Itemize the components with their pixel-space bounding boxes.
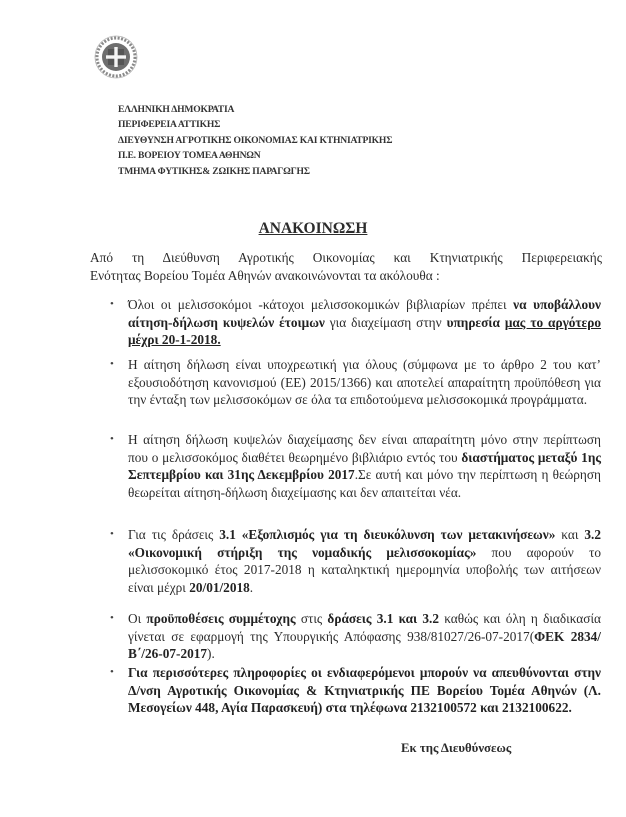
- list-item: [110, 356, 601, 409]
- item-bold-text: 3.1 «Εξοπλισμός για τη διευκόλυνση των μετακινήσεων»: [219, 527, 556, 542]
- header-line-region: ΠΕΡΙΦΕΡΕΙΑ ΑΤΤΙΚΗΣ: [118, 119, 221, 131]
- header-line-country: ΕΛΛΗΝΙΚΗ ΔΗΜΟΚΡΑΤΙΑ: [118, 104, 235, 115]
- contact-info-text: Για περισσότερες πληροφορίες οι ενδιαφερόμενοι μπορούν να απευθύνονται στην Δ/νση Αγροτικής Οικονομίας & Κτηνιατρικής ΠΕ Βορείου Τομέα Αθηνών (Λ. Μεσογείων 448, Αγία Παρασκευή) στα τηλέφωνα 2132100572 και 2132100622.: [128, 665, 601, 716]
- list-item: [110, 431, 602, 501]
- header-line-department: ΤΜΗΜΑ ΦΥΤΙΚΗΣ& ΖΩΙΚΗΣ ΠΑΡΑΓΩΓΗΣ: [118, 165, 310, 177]
- letterhead: [118, 102, 392, 179]
- list-item: [110, 664, 601, 717]
- header-line-directorate: ΔΙΕΥΘΥΝΣΗ ΑΓΡΟΤΙΚΗΣ ΟΙΚΟΝΟΜΙΑΣ ΚΑΙ ΚΤΗΝΙΑΤΡΙΚΗΣ: [118, 134, 393, 146]
- greek-emblem-icon: [94, 35, 138, 79]
- item-bold-text: 20/01/2018: [189, 579, 250, 595]
- item-bold-text: να υποβάλλουν αίτηση-δήλωση κυψελών έτοιμων: [128, 297, 601, 330]
- item-text: που αφορούν το μελισσοκομικό έτος 2017-2018 η καταληκτική ημερομηνία υποβολής των αιτήσεων είναι μέχρι: [128, 544, 601, 595]
- item-bold-text: διαστήματος μεταξύ 1ης Σεπτεμβρίου και 31ης Δεκεμβρίου 2017: [128, 449, 601, 483]
- bullet-icon: •: [110, 528, 114, 540]
- document-title: ΑΝΑΚΟΙΝΩΣΗ: [258, 220, 368, 237]
- intro-paragraph: [90, 249, 602, 285]
- list-item: [110, 526, 601, 596]
- item-bold-text: δράσεις 3.1 και 3.2: [327, 611, 439, 626]
- item-text: Όλοι οι μελισσοκόμοι -κάτοχοι μελισσοκομικών βιβλιαρίων πρέπει: [128, 297, 514, 312]
- list-item: [110, 296, 602, 349]
- item-bold-text: ΦΕΚ 2834/Β΄/26-07-2017: [128, 628, 601, 662]
- item-text: στις: [295, 611, 328, 626]
- item-text: και: [555, 527, 585, 542]
- bullet-icon: •: [110, 433, 114, 445]
- signature-line: Εκ της Διευθύνσεως: [401, 741, 512, 755]
- item-bold-text: υπηρεσία: [446, 314, 505, 330]
- list-item: [110, 610, 601, 663]
- bullet-icon: •: [110, 298, 114, 310]
- item-bold-text: 3.2 «Οικονομική στήριξη της νομαδικής μελισσοκομίας»: [128, 527, 601, 560]
- item-text: για διαχείμαση στην: [324, 314, 447, 330]
- item-text: .Σε αυτή και μόνο την περίπτωση η θεώρηση θεωρείται αίτηση-δήλωση διαχείμασης και δεν απαιτείται νέα.: [128, 467, 602, 500]
- item-text: Η αίτηση δήλωση κυψελών διαχείμασης δεν είναι απαραίτητη μόνο στην περίπτωση που ο μελισσοκόμος διαθέτει θεωρημένο βιβλιάριο εντός του: [128, 432, 601, 465]
- item-text: Οι: [128, 611, 147, 626]
- intro-line-1: Από τη Διεύθυνση Αγροτικής Οικονομίας και Κτηνιατρικής Περιφερειακής: [90, 250, 602, 265]
- bullet-icon: •: [110, 612, 114, 624]
- item-text: .: [249, 579, 254, 595]
- item-text: Για τις δράσεις: [128, 527, 220, 542]
- item-text: καθώς και όλη η διαδικασία γίνεται σε εφαρμογή της Υπουργικής Απόφασης 938/81027/26-07-2017(: [128, 611, 601, 644]
- item-text: Η αίτηση δήλωση είναι υποχρεωτική για όλους (σύμφωνα με το άρθρο 2 του κατ’ εξουσιοδότηση κανονισμού (ΕΕ) 2015/1366) και αποτελεί απαραίτητη προϋπόθεση για την ένταξη των μελισσοκόμων σε όλα τα επιδοτούμενα μελισσοκομικά προγράμματα.: [128, 357, 601, 408]
- bullet-icon: •: [110, 666, 114, 678]
- bullet-icon: •: [110, 358, 114, 370]
- item-bold-text: προϋποθέσεις συμμέτοχης: [146, 611, 296, 626]
- intro-line-2: Ενότητας Βορείου Τομέα Αθηνών ανακοινώνονται τα ακόλουθα :: [90, 268, 440, 283]
- deadline-text: μας το αργότερο μέχρι 20-1-2018.: [128, 314, 602, 348]
- header-line-unit: Π.Ε. ΒΟΡΕΙΟΥ ΤΟΜΕΑ ΑΘΗΝΩΝ: [118, 150, 261, 162]
- item-text: ).: [207, 646, 215, 662]
